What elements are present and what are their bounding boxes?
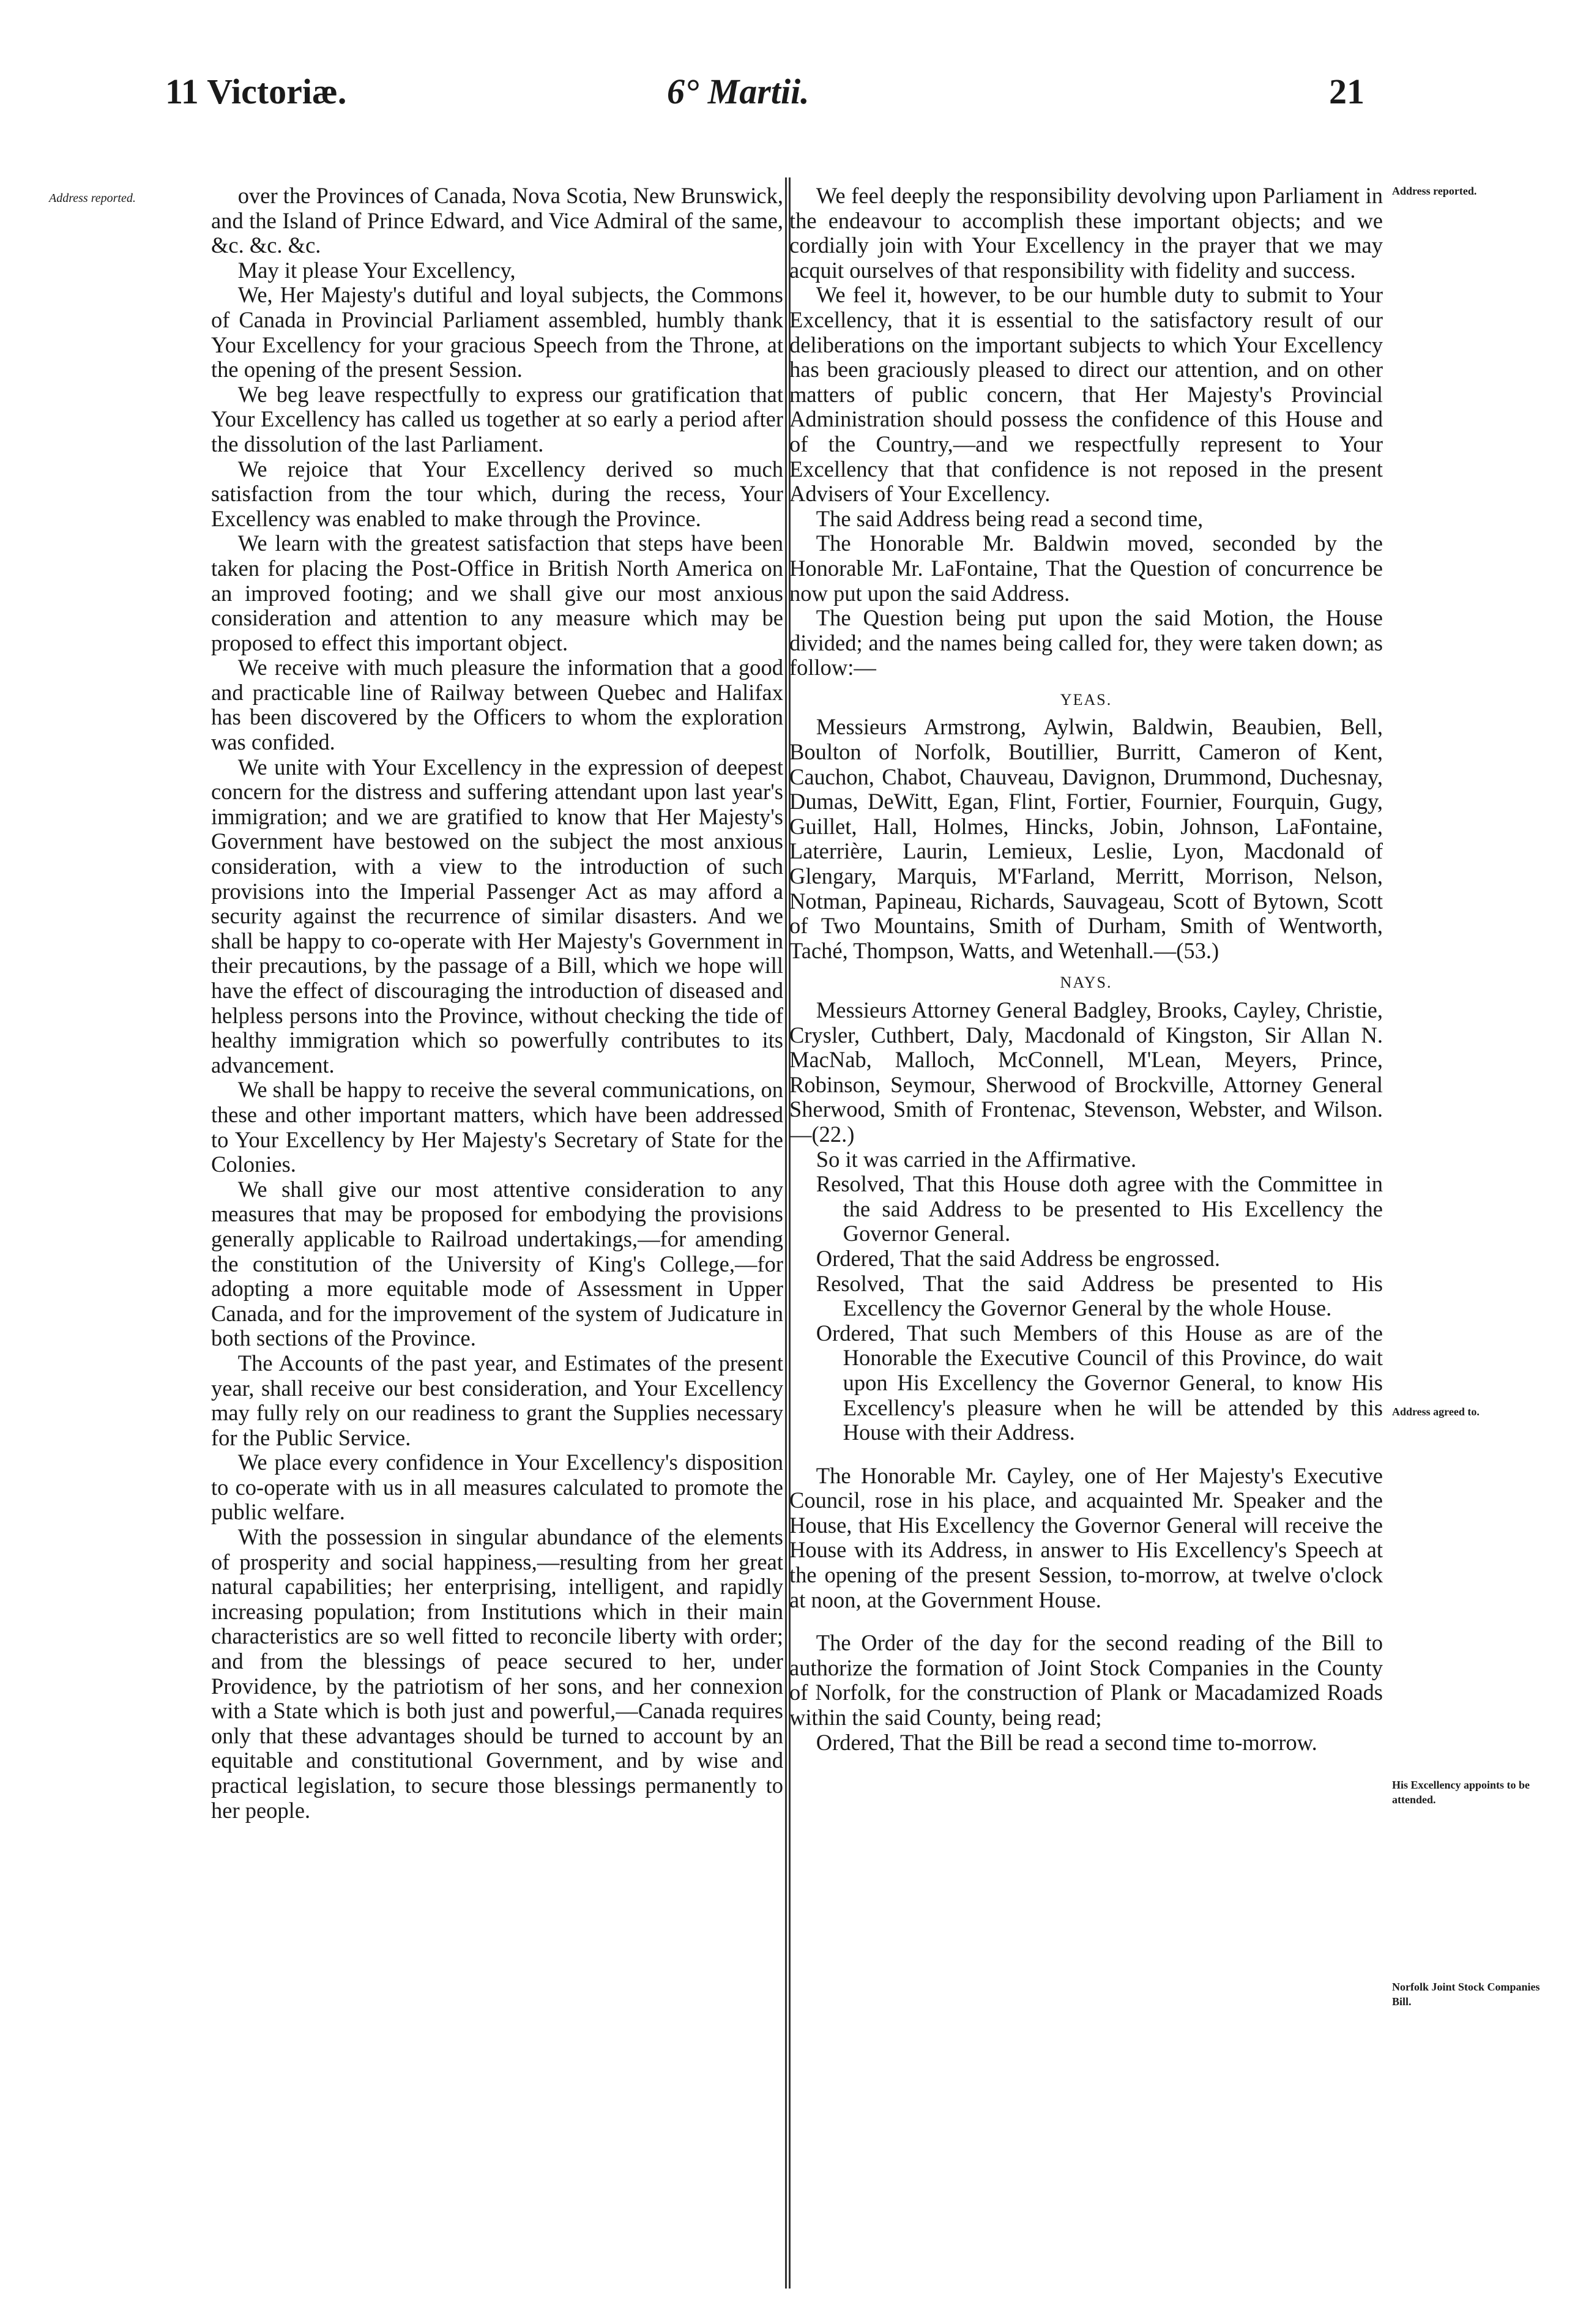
paragraph: The said Address being read a second time,	[816, 505, 1204, 531]
running-title-center: 6° Martii.	[667, 72, 810, 111]
paragraph: We, Her Majesty's dutiful and loyal subjects, the Commons of Canada in Provincial Parliament assembled, humbly thank Your Excellency for your gracious Speech from the Throne, at the opening of the present Session.	[211, 282, 783, 382]
running-title-left: 11 Victoriæ.	[165, 72, 347, 111]
spacer	[789, 1612, 1383, 1631]
resolution: Resolved, That this House doth agree with the Committee in the said Address to be presented to His Excellency the Governor General.	[816, 1171, 1383, 1246]
margin-note-address-agreed: Address agreed to.	[1392, 1406, 1480, 1418]
paragraph: We receive with much pleasure the information that a good and practicable line of Railway between Quebec and Halifax has been discovered by the Officers to whom the exploration was confided.	[211, 655, 783, 755]
left-column	[211, 184, 783, 2289]
right-column	[789, 184, 1383, 2289]
paragraph: The Honorable Mr. Cayley, one of Her Majesty's Executive Council, rose in his place, and acquainted Mr. Speaker and the House, that His Excellency the Governor General will receive the House with its Address, in answer to His Excellency's Speech at the opening of the present Session, to-morrow, at twelve o'clock at noon, at the Government House.	[789, 1462, 1383, 1612]
paragraph: We beg leave respectfully to express our gratification that Your Excellency has called us together at so early a period after the dissolution of the last Parliament.	[211, 381, 783, 456]
paragraph: We feel it, however, to be our humble duty to submit to Your Excellency, that it is essential to the satisfactory result of our deliberations on the important subjects to which Your Excellency has been graciously pleased to direct our attention, and on other matters of public concern, that Her Majesty's Provincial Administration should possess the confidence of this House and of the Country,—and we respectfully represent to Your Excellency that that confidence is not reposed in the present Advisers of Your Excellency.	[789, 282, 1383, 507]
paragraph: We feel deeply the responsibility devolving upon Parliament in the endeavour to accomplish these important objects; and we cordially join with Your Excellency in the prayer that we may acquit ourselves of that responsibility with fidelity and success.	[789, 184, 1383, 283]
paragraph: We shall be happy to receive the several communications, on these and other important matters, which have been addressed to Your Excellency by Her Majesty's Secretary of State for the Colonies.	[211, 1077, 783, 1177]
salutation: May it please Your Excellency,	[237, 257, 516, 283]
spacer	[789, 1445, 1383, 1464]
order: Ordered, That the Bill be read a second time to-morrow.	[816, 1729, 1317, 1755]
page-number: 21	[1329, 72, 1364, 111]
paragraph: We learn with the greatest satisfaction that steps have been taken for placing the Post-Office in British North America on an improved footing; and we shall give our most anxious consideration and attention to any measure which may be proposed to effect this important object.	[211, 531, 783, 655]
margin-note-address-reported: Address reported.	[49, 192, 136, 205]
margin-note-norfolk-bill: Norfolk Joint Stock Companies Bill.	[1392, 1981, 1540, 2008]
column-divider	[785, 177, 787, 2289]
paragraph: The Order of the day for the second reading of the Bill to authorize the formation of Joint Stock Companies in the County of Norfolk, for the construction of Plank or Macadamized Roads within the said County, being read;	[789, 1630, 1383, 1730]
paragraph: We unite with Your Excellency in the expression of deepest concern for the distress and suffering attendant upon last year's immigration; and we are gratified to know that Her Majesty's Government have bestowed on the subject the most anxious consideration, with a view to the introduction of such provisions into the Imperial Passenger Act as may afford a security against the recurrence of similar disasters. And we shall be happy to co-operate with Her Majesty's Government in their precautions, by the passage of a Bill, which we hope will have the effect of discouraging the introduction of diseased and helpless persons into the Province, without checking the tide of healthy immigration which so powerfully contributes to its advancement.	[211, 754, 783, 1078]
paragraph: We shall give our most attentive consideration to any measures that may be proposed for embodying the provisions generally applicable to Railroad undertakings,—for amending the constitution of the University of King's College,—for adopting a more equitable mode of Assessment in Upper Canada, and for the improvement of the system of Judicature in both sections of the Province.	[211, 1176, 783, 1351]
nays-list: Messieurs Attorney General Badgley, Brooks, Cayley, Christie, Crysler, Cuthbert, Daly, Macdonald of Kingston, Sir Allan N. MacNab, Malloch, McConnell, M'Lean, Meyers, Prince, Robinson, Seymour, Sherwood of Brockville, Attorney General Sherwood, Smith of Frontenac, Stevenson, Webster, and Wilson.—(22.)	[789, 997, 1383, 1147]
resolution: Resolved, That the said Address be presented to His Excellency the Governor General by the whole House.	[816, 1270, 1383, 1321]
paragraph: The Honorable Mr. Baldwin moved, seconded by the Honorable Mr. LaFontaine, That the Question of concurrence be now put upon the said Address.	[789, 531, 1383, 606]
margin-note-address-reported: Address reported.	[1392, 185, 1477, 197]
yeas-list: Messieurs Armstrong, Aylwin, Baldwin, Beaubien, Bell, Boulton of Norfolk, Boutillier, Burritt, Cameron of Kent, Cauchon, Chabot, Chauveau, Davignon, Drummond, Duchesnay, Dumas, DeWitt, Egan, Flint, Fortier, Fournier, Fourquin, Gugy, Guillet, Hall, Holmes, Hincks, Jobin, Johnson, LaFontaine, Laterrière, Laurin, Lemieux, Leslie, Lyon, Macdonald of Glengary, Marquis, M'Farland, Merritt, Morrison, Nelson, Notman, Papineau, Richards, Sauvageau, Scott of Bytown, Scott of Two Mountains, Smith of Durham, Smith of Wentworth, Taché, Thompson, Watts, and Wetenhall.—(53.)	[789, 714, 1383, 963]
paragraph: The Accounts of the past year, and Estimates of the present year, shall receive our best consideration, and Your Excellency may fully rely on our readiness to grant the Supplies necessary for the Public Service.	[211, 1350, 783, 1450]
paragraph: With the possession in singular abundance of the elements of prosperity and social happiness,—resulting from her great natural capabilities; her enterprising, intelligent, and rapidly increasing population; from Institutions which in their main characteristics are so well fitted to reconcile liberty with order; and from the blessings of peace secured to her, under Providence, by the patriotism of her sons, and her connexion with a State which is both just and powerful,—Canada requires only that these advantages should be turned to account by an equitable and constitutional Government, and by wise and practical legislation, to secure those blessings permanently to her people.	[211, 1524, 783, 1823]
paragraph: over the Provinces of Canada, Nova Scotia, New Brunswick, and the Island of Prince Edward, and Vice Admiral of the same, &c. &c. &c.	[211, 184, 783, 258]
nays-heading: NAYS.	[1060, 974, 1112, 992]
paragraph: We rejoice that Your Excellency derived so much satisfaction from the tour which, during the recess, Your Excellency was enabled to make through the Province.	[211, 456, 783, 531]
paragraph: So it was carried in the Affirmative.	[816, 1146, 1137, 1172]
yeas-heading: YEAS.	[1060, 690, 1112, 709]
margin-note-attendance: His Excellency appoints to be attended.	[1392, 1779, 1530, 1806]
paragraph: We place every confidence in Your Excellency's disposition to co-operate with us in all measures calculated to promote the public welfare.	[211, 1450, 783, 1525]
page-header	[165, 61, 1364, 128]
order: Ordered, That the said Address be engrossed.	[816, 1245, 1221, 1271]
order: Ordered, That such Members of this House as are of the Honorable the Executive Council of this Province, do wait upon His Excellency the Governor General, to know His Excellency's pleasure when he will be attended by this House with their Address.	[816, 1320, 1383, 1445]
paragraph: The Question being put upon the said Motion, the House divided; and the names being called for, they were taken down; as follow:—	[789, 605, 1383, 680]
